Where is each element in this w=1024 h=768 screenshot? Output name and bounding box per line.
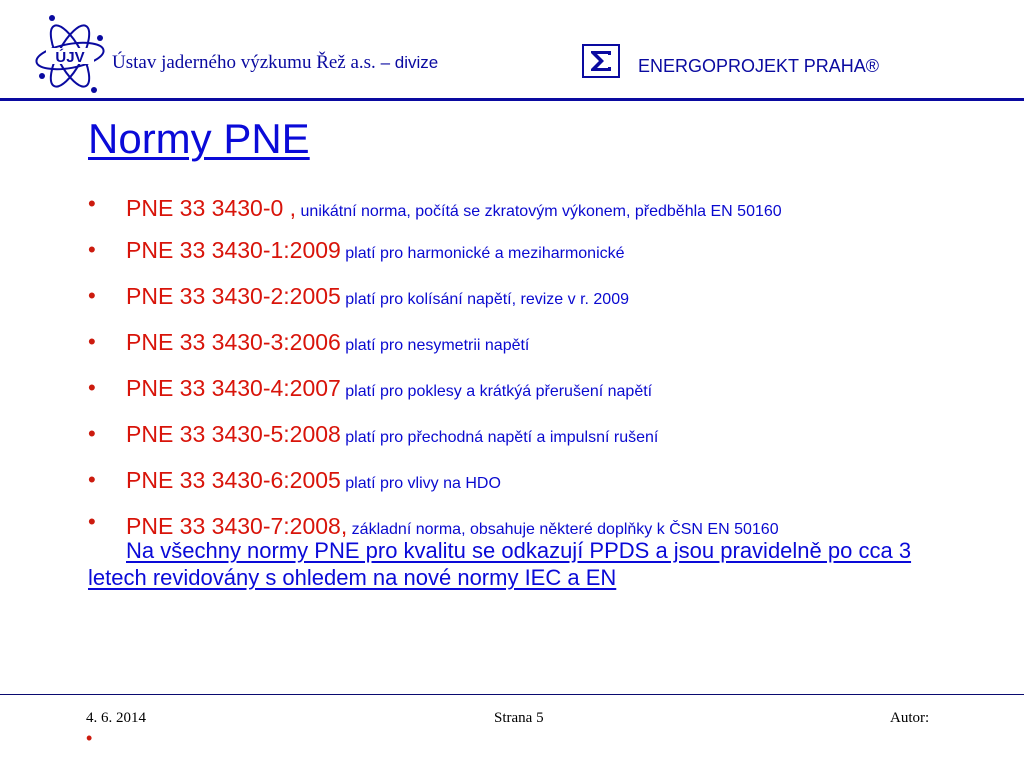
norm-code: PNE 33 3430-6:2005 (126, 467, 341, 493)
norm-code: PNE 33 3430-3:2006 (126, 329, 341, 355)
list-item (88, 465, 928, 499)
norm-description: základní norma, obsahuje některé doplňky k ČSN EN 50160 (351, 521, 779, 538)
ujv-atom-logo (32, 10, 108, 96)
division-label: divize (394, 53, 439, 72)
list-item (88, 373, 928, 407)
norm-code: PNE 33 3430-5:2008 (126, 421, 341, 447)
bullet-icon: • (88, 467, 96, 492)
list-item (88, 235, 928, 269)
header-institute (112, 52, 438, 74)
revision-note-text: Na všechny normy PNE pro kvalitu se odkazují PPDS a jsou pravidelně po cca 3 letech revidovány s ohledem na nové normy IEC a EN (88, 538, 912, 590)
logo-text: ÚJV (55, 49, 85, 66)
list-item (88, 281, 928, 315)
energoprojekt-sigma-logo (582, 44, 620, 78)
header-divider (0, 98, 1024, 101)
footer-bullet-icon: • (86, 728, 93, 748)
footer-divider (0, 694, 1024, 695)
header-separator: – (380, 53, 391, 72)
bullet-icon: • (88, 283, 96, 308)
norm-code: PNE 33 3430-7:2008, (126, 513, 348, 539)
institute-name: Ústav jaderného výzkumu Řež a.s. (112, 52, 376, 73)
norm-code: PNE 33 3430-1:2009 (126, 237, 341, 263)
norm-code: PNE 33 3430-2:2005 (126, 283, 341, 309)
bullet-icon: • (88, 191, 96, 216)
norm-code: PNE 33 3430-0 , (126, 195, 297, 221)
norm-description: platí pro vlivy na HDO (345, 475, 501, 492)
list-item (88, 193, 928, 223)
bullet-icon: • (88, 421, 96, 446)
revision-note (88, 537, 928, 591)
norm-description: platí pro nesymetrii napětí (345, 337, 530, 354)
bullet-icon: • (88, 329, 96, 354)
norm-code: PNE 33 3430-4:2007 (126, 375, 341, 401)
bullet-icon: • (88, 509, 96, 534)
norm-description: unikátní norma, počítá se zkratovým výkonem, předběhla EN 50160 (300, 203, 782, 220)
company-name: ENERGOPROJEKT PRAHA® (638, 56, 879, 76)
list-item (88, 327, 928, 361)
footer-page-number: Strana 5 (494, 710, 544, 726)
footer-date: 4. 6. 2014 (86, 710, 146, 726)
norms-list (88, 193, 928, 553)
list-item (88, 419, 928, 453)
norm-description: platí pro poklesy a krátkýá přerušení napětí (345, 383, 653, 400)
footer-author: Autor: (890, 710, 930, 726)
bullet-icon: • (88, 237, 96, 262)
norm-description: platí pro harmonické a meziharmonické (345, 245, 625, 262)
header (0, 0, 1024, 100)
norm-description: platí pro kolísání napětí, revize v r. 2009 (345, 291, 629, 308)
bullet-icon: • (88, 375, 96, 400)
norm-description: platí pro přechodná napětí a impulsní rušení (345, 429, 659, 446)
slide-title: Normy PNE (88, 115, 310, 162)
